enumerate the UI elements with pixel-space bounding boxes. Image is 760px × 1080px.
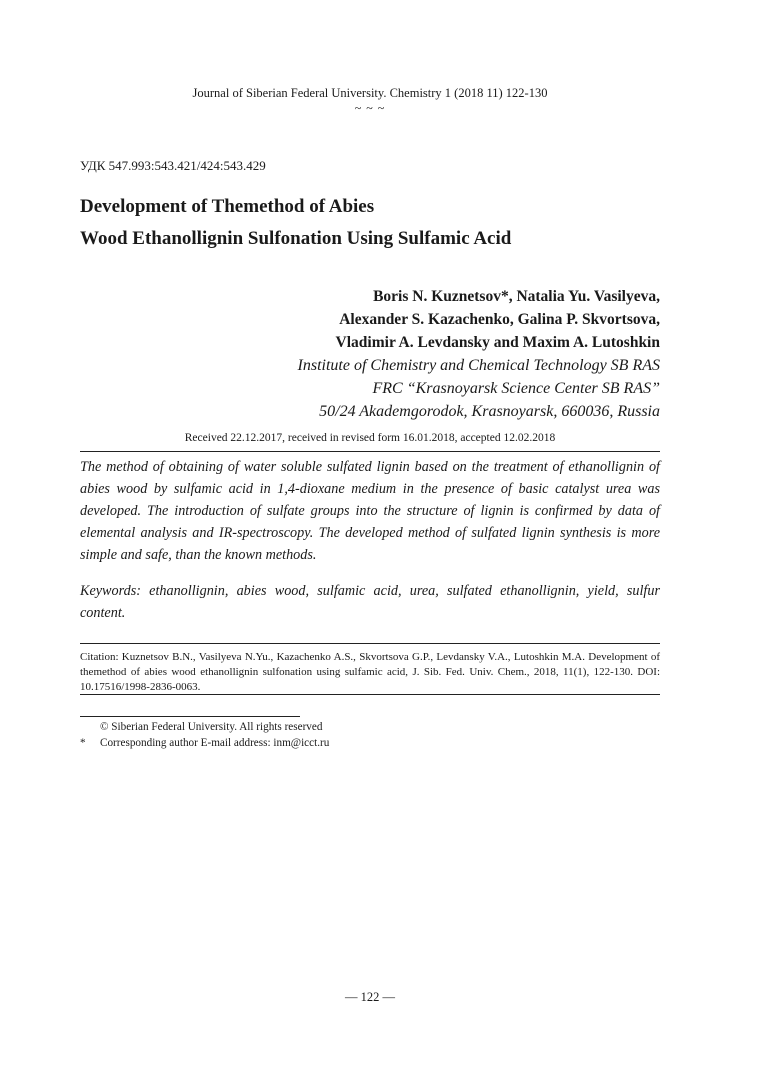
affiliation-line-3: 50/24 Akademgorodok, Krasnoyarsk, 660036, Russia: [319, 403, 660, 420]
paper-title-line-1: Development of Themethod of Abies: [80, 196, 375, 217]
author-line-1: Boris N. Kuznetsov*, Natalia Yu. Vasilyeva,: [373, 288, 660, 305]
citation: Citation: Kuznetsov B.N., Vasilyeva N.Yu., Kazachenko A.S., Skvortsova G.P., Levdansky V.A., Lutoshkin M.A. Development of themethod of abies wood ethanollignin sulfonation using sulfamic acid, J. Sib. Fed. Univ. Chem., 2018, 11(1), 122-130. DOI: 10.17516/1998-2836-0063.: [80, 651, 660, 694]
paper-title-line-2: Wood Ethanollignin Sulfonation Using Sulfamic Acid: [80, 228, 512, 249]
keywords: Keywords: ethanollignin, abies wood, sulfamic acid, urea, sulfated ethanollignin, yield, sulfur content.: [80, 583, 660, 621]
citation-bottom-rule: [80, 694, 660, 695]
abstract: The method of obtaining of water soluble sulfated lignin based on the treatment of ethanollignin of abies wood by sulfamic acid in 1,4-dioxane medium in the presence of basic catalyst urea was developed. The introduction of sulfate groups into the structure of lignin is confirmed by data of elemental analysis and IR-spectroscopy. The developed method of sulfated lignin synthesis is more simple and safe, than the known methods.: [80, 459, 660, 563]
corresponding-text: Corresponding author E-mail address: inm@icct.ru: [100, 737, 330, 749]
udk-code: УДК 547.993:543.421/424:543.429: [80, 158, 266, 173]
copyright-text: © Siberian Federal University. All rights reserved: [100, 721, 323, 733]
journal-header: Journal of Siberian Federal University. Chemistry 1 (2018 11) 122-130: [192, 86, 548, 100]
header-ornament: ~ ~ ~: [354, 101, 386, 115]
received-dates: Received 22.12.2017, received in revised form 16.01.2018, accepted 12.02.2018: [184, 432, 556, 444]
abstract-top-rule: [80, 451, 660, 452]
page-number: ― 122 ―: [345, 990, 395, 1004]
footnote-copyright: [80, 721, 322, 733]
footnote-corresponding: [80, 737, 329, 749]
citation-top-rule: [80, 643, 660, 644]
footnote-rule: [80, 716, 300, 717]
affiliation-line-1: Institute of Chemistry and Chemical Technology SB RAS: [297, 357, 660, 374]
footnote-star: *: [80, 737, 86, 749]
affiliation-line-2: FRC “Krasnoyarsk Science Center SB RAS”: [372, 380, 660, 397]
author-line-2: Alexander S. Kazachenko, Galina P. Skvortsova,: [339, 311, 660, 328]
author-line-3: Vladimir A. Levdansky and Maxim A. Lutoshkin: [335, 334, 660, 351]
